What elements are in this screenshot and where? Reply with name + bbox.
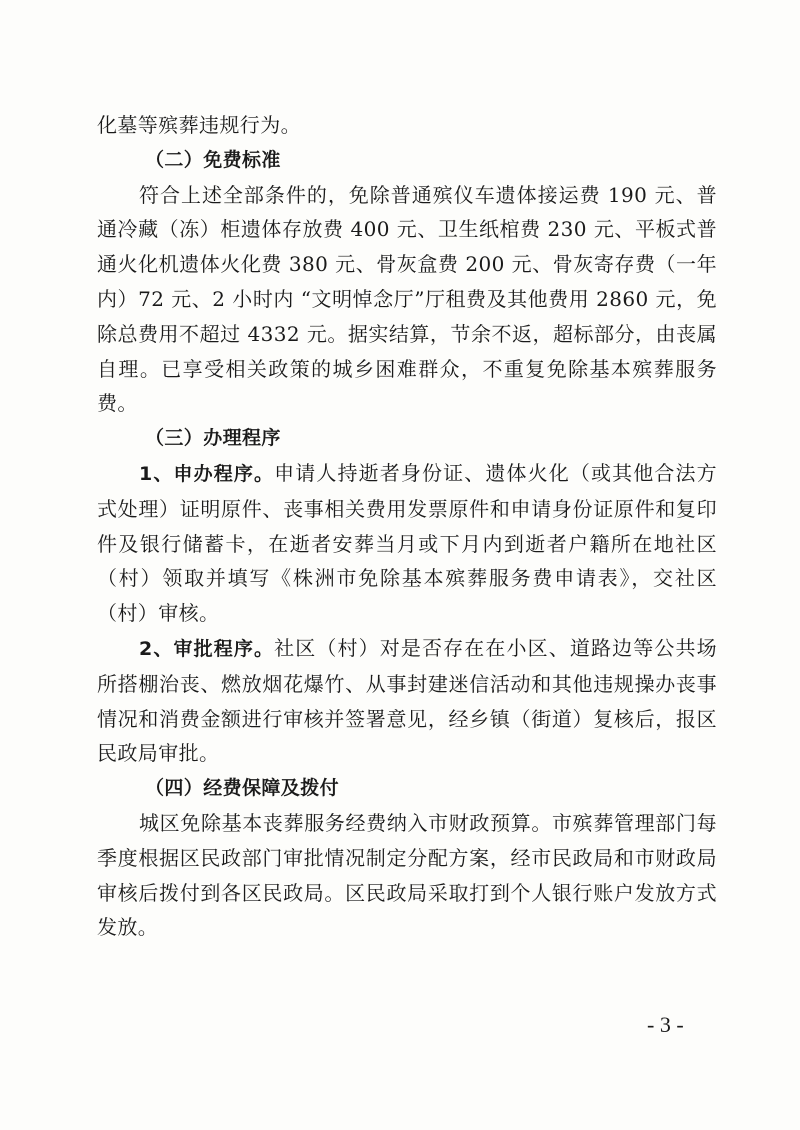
paragraph-lead-application: 1、申办程序。 <box>139 462 275 485</box>
paragraph-body-application: 申请人持逝者身份证、遗体火化（或其他合法方式处理）证明原件、丧事相关费用发票原件和申请身份证原件和复印件及银行储蓄卡，在逝者安葬当月或下月内到逝者户籍所在地社区（村）领取并填写《株洲市免除基本殡葬服务费申请表》，交社区（村）审核。 <box>97 460 717 626</box>
paragraph-lead-approval: 2、审批程序。 <box>139 637 275 660</box>
paragraph-funding: 城区免除基本丧葬服务经费纳入市财政预算。市殡葬管理部门每季度根据区民政部门审批情况制定分配方案，经市民政局和市财政局审核后拨付到各区民政局。区民政局采取打到个人银行账户发放方式发放。 <box>97 810 717 940</box>
paragraph-approval-procedure <box>97 631 717 771</box>
section-heading-procedure: （三）办理程序 <box>145 427 281 450</box>
page-number: - 3 - <box>647 1012 684 1037</box>
section-heading-free-standard: （二）免费标准 <box>145 148 281 171</box>
paragraph-continuation: 化墓等殡葬违规行为。 <box>97 113 301 137</box>
section-heading-funding: （四）经费保障及拨付 <box>145 777 340 800</box>
paragraph-application-procedure <box>97 456 717 631</box>
paragraph-free-standard: 符合上述全部条件的，免除普通殡仪车遗体接运费 190 元、普通冷藏（冻）柜遗体存放费 400 元、卫生纸棺费 230 元、平板式普通火化机遗体火化费 380 元、骨灰盒费 200 元、骨灰寄存费（一年内）72 元、2 小时内 “文明悼念厅”厅租费及其他费用 2860 元，免除总费用不超过 4332 元。据实结算，节余不返，超标部分，由丧属自理。已享受相关政策的城乡困难群众，不重复免除基本殡葬服务费。 <box>97 182 717 416</box>
paragraph-body-approval: 社区（村）对是否存在在小区、道路边等公共场所搭棚治丧、燃放烟花爆竹、从事封建迷信活动和其他违规操办丧事情况和消费金额进行审核并签署意见，经乡镇（街道）复核后，报区民政局审批。 <box>97 635 717 766</box>
document-body <box>97 108 717 945</box>
